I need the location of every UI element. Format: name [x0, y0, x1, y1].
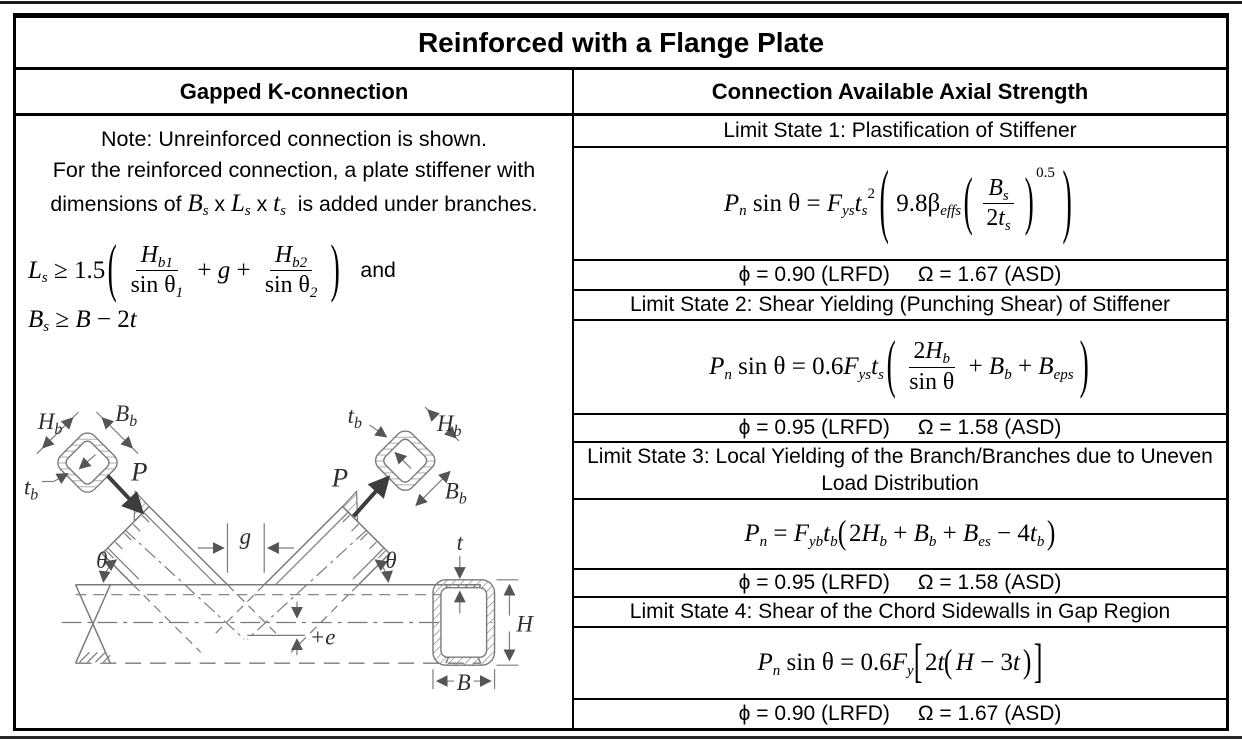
limit-state-4-header: Limit State 4: Shear of the Chord Sidewalls in Gap Region — [574, 598, 1226, 628]
limit-state-2-factors — [574, 415, 1226, 443]
omega-factor: Ω = 1.58 (ASD) — [917, 571, 1062, 594]
phi-factor: ϕ = 0.95 (LRFD) — [738, 416, 890, 439]
omega-factor: Ω = 1.58 (ASD) — [917, 416, 1062, 439]
note-line-1: Note: Unreinforced connection is shown. — [100, 127, 487, 151]
label-chord-B: B — [456, 669, 471, 695]
label-Bb-right: $B_b$ — [444, 478, 467, 508]
limit-state-2-header: Limit State 2: Shear Yielding (Punching Shear) of Stiffener — [574, 291, 1226, 321]
label-theta-left: θ — [96, 547, 108, 573]
stiffener-width-formula: B s ≥ B − 2 t — [28, 305, 137, 336]
k-connection-diagram — [16, 378, 572, 728]
column-header-right: Connection Available Axial Strength — [711, 78, 1089, 104]
phi-factor: ϕ = 0.95 (LRFD) — [738, 571, 890, 594]
left-branch — [102, 491, 276, 652]
limit-state-1-header: Limit State 1: Plastification of Stiffener — [574, 116, 1226, 148]
label-Hb-right: $H_b$ — [436, 410, 462, 440]
note-line-2: For the reinforced connection, a plate stiffener with — [52, 157, 536, 182]
chord-section — [433, 530, 534, 695]
limit-state-3-formula: P n = F yb t b ( 2 H b + B b + B es − 4 t b ) — [574, 500, 1226, 570]
limit-state-4-factors — [574, 700, 1226, 728]
limit-state-2-formula: P n sin θ = 0.6 F ys t s ( 2 H b sin θ + B b + B eps ) — [574, 321, 1226, 415]
page-bottom-edge — [0, 736, 1242, 739]
label-chord-H: H — [516, 611, 533, 637]
chord-end-hatching — [80, 585, 481, 662]
column-headers — [16, 70, 1226, 116]
limit-state-1-formula: P n sin θ = F ys t s 2 ( 9.8 β effs ( B s 2 t s ) 0.5 ) — [574, 148, 1226, 261]
label-theta-right: θ — [385, 547, 397, 573]
gap-dimension — [198, 523, 294, 573]
limit-state-4-formula: P n sin θ = 0.6 F y [ 2 t ( H − 3 t ) ] — [574, 628, 1226, 700]
omega-factor: Ω = 1.67 (ASD) — [917, 702, 1062, 725]
column-header-left: Gapped K-connection — [16, 70, 574, 113]
limit-state-3-header: Limit State 3: Local Yielding of the Branch/Branches due to Uneven Load Distribution — [574, 443, 1226, 500]
label-P-right: P — [331, 462, 349, 493]
label-tb-left: $t_b$ — [23, 474, 39, 504]
chord-member — [62, 585, 493, 663]
label-tb-right: $t_b$ — [347, 402, 362, 432]
stiffener-length-formula: L s ≥ 1.5 ( H b1 sin θ 1 + g + H b2 sin θ 2 ) and — [28, 234, 396, 305]
limit-state-1-factors — [574, 261, 1226, 291]
label-Bb-left: $B_b$ — [115, 400, 138, 430]
right-branch — [216, 491, 390, 652]
limit-state-3-factors — [574, 570, 1226, 598]
label-P-left: P — [131, 456, 148, 487]
k-connection-cell — [16, 116, 574, 728]
axial-strength-cell — [574, 116, 1226, 728]
label-chord-t: t — [456, 530, 463, 556]
phi-factor: ϕ = 0.90 (LRFD) — [738, 263, 890, 286]
label-eccentricity: +e — [309, 624, 336, 650]
phi-factor: ϕ = 0.90 (LRFD) — [738, 702, 890, 725]
eccentricity-dimension — [247, 602, 335, 656]
omega-factor: Ω = 1.67 (ASD) — [917, 263, 1062, 286]
connection-table — [13, 13, 1229, 731]
page-top-edge — [0, 1, 1242, 4]
note-line-3: dimensions of B s x L s x t s is added under branches. — [50, 189, 538, 220]
right-force-arrow — [331, 462, 388, 516]
label-gap: g — [239, 524, 252, 550]
note — [16, 116, 572, 222]
label-Hb-left: $H_b$ — [37, 408, 63, 438]
table-title: Reinforced with a Flange Plate — [16, 18, 1226, 70]
right-branch-section — [348, 403, 467, 507]
